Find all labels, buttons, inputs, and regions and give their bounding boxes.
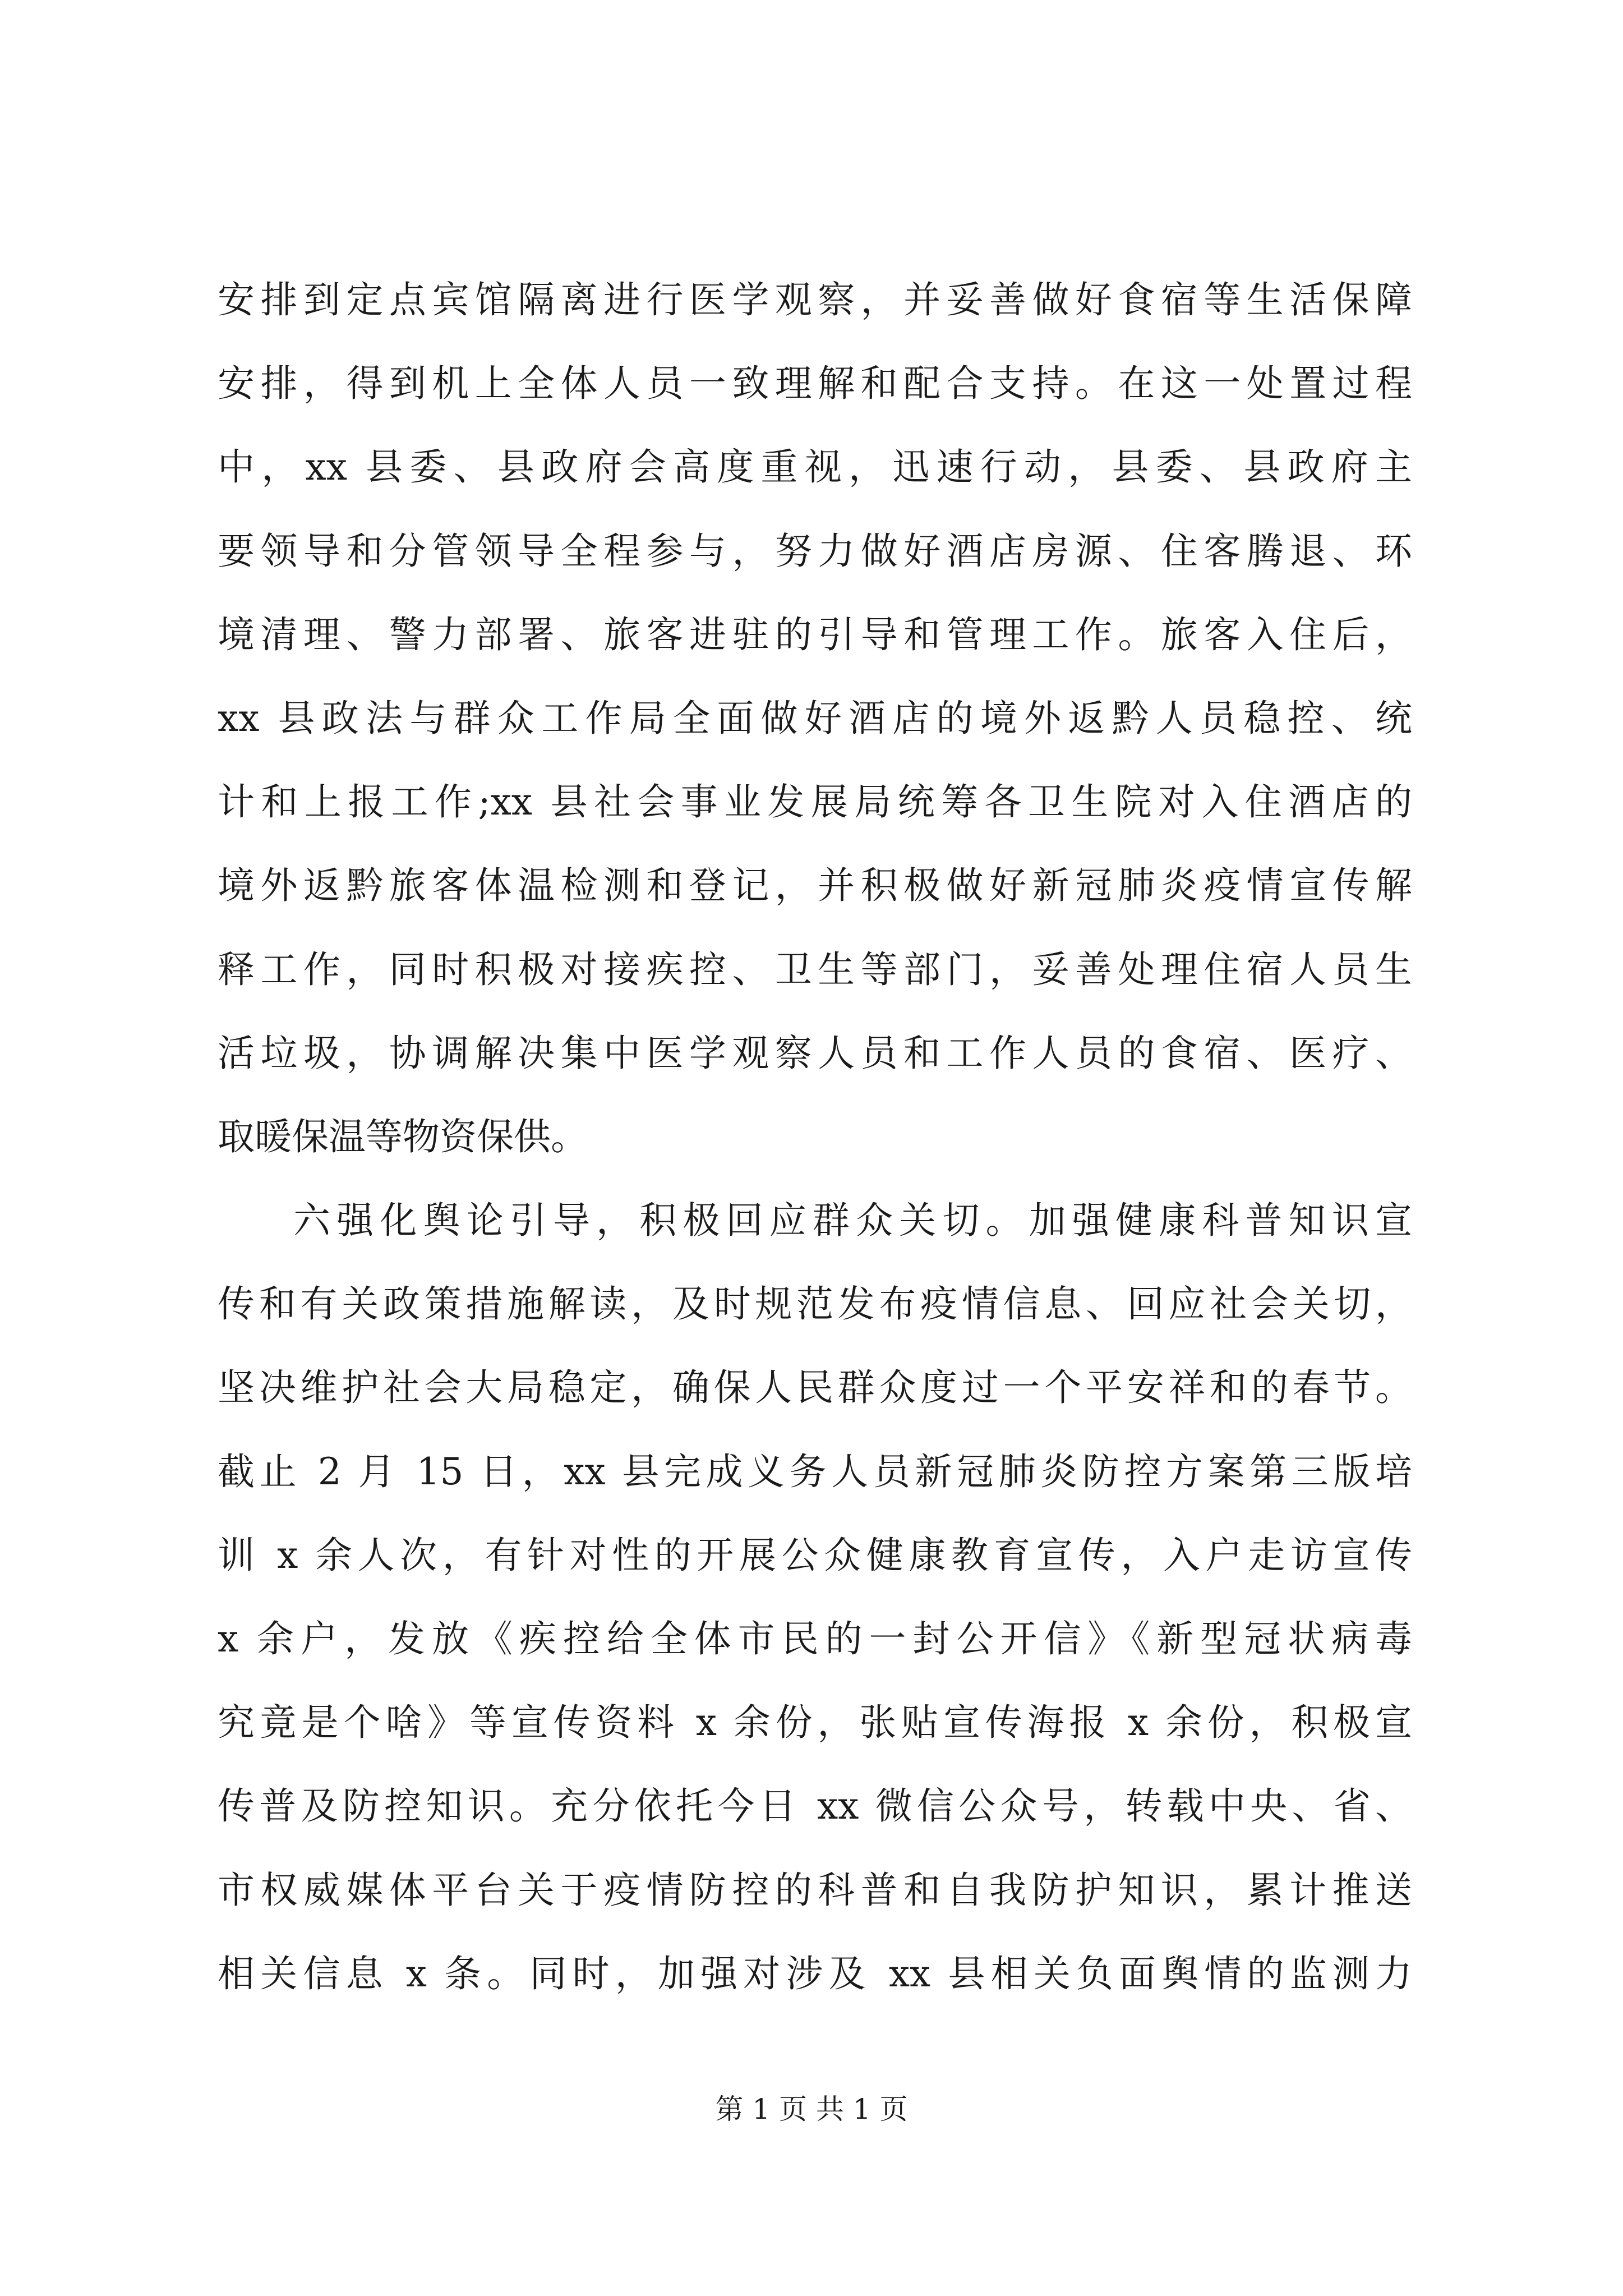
text-line: 安排到定点宾馆隔离进行医学观察，并妥善做好食宿等生活保障	[218, 278, 1412, 321]
text-line: 中，xx 县委、县政府会高度重视，迅速行动，县委、县政府主	[218, 445, 1412, 489]
document-body	[218, 258, 1412, 2016]
page-footer	[0, 2090, 1623, 2129]
text-line: 传普及防控知识。充分依托今日 xx 微信公众号，转载中央、省、	[218, 1784, 1412, 1828]
text-line: 计和上报工作;xx 县社会事业发展局统筹各卫生院对入住酒店的	[218, 780, 1412, 824]
paragraph-first-line: 六强化舆论引导，积极回应群众关切。加强健康科普知识宣	[293, 1199, 1412, 1243]
text-line: 活垃圾，协调解决集中医学观察人员和工作人员的食宿、医疗、	[218, 1031, 1412, 1075]
text-line: xx 县政法与群众工作局全面做好酒店的境外返黔人员稳控、统	[218, 696, 1412, 740]
text-line: 境外返黔旅客体温检测和登记，并积极做好新冠肺炎疫情宣传解	[218, 864, 1412, 908]
text-line: 市权威媒体平台关于疫情防控的科普和自我防护知识，累计推送	[218, 1868, 1412, 1912]
text-line: x 余户，发放《疾控给全体市民的一封公开信》《新型冠状病毒	[218, 1617, 1412, 1660]
text-line: 要领导和分管领导全程参与，努力做好酒店房源、住客腾退、环	[218, 529, 1412, 573]
text-line: 传和有关政策措施解读，及时规范发布疫情信息、回应社会关切，	[218, 1282, 1412, 1326]
text-line: 境清理、警力部署、旅客进驻的引导和管理工作。旅客入住后，	[218, 613, 1412, 656]
text-line: 坚决维护社会大局稳定，确保人民群众度过一个平安祥和的春节。	[218, 1366, 1412, 1410]
page-number-label: 第 1 页 共 1 页	[715, 2093, 908, 2125]
text-line: 取暖保温等物资保供。	[218, 1115, 588, 1158]
text-line: 截止 2 月 15 日，xx 县完成义务人员新冠肺炎防控方案第三版培	[218, 1450, 1412, 1493]
text-line: 安排，得到机上全体人员一致理解和配合支持。在这一处置过程	[218, 362, 1412, 406]
text-line: 究竟是个啥》等宣传资料 x 余份，张贴宣传海报 x 余份，积极宣	[218, 1701, 1412, 1745]
text-line: 相关信息 x 条。同时，加强对涉及 xx 县相关负面舆情的监测力	[218, 1952, 1412, 1995]
text-line: 释工作，同时积极对接疾控、卫生等部门，妥善处理住宿人员生	[218, 947, 1412, 991]
text-line: 训 x 余人次，有针对性的开展公众健康教育宣传，入户走访宣传	[218, 1533, 1412, 1577]
